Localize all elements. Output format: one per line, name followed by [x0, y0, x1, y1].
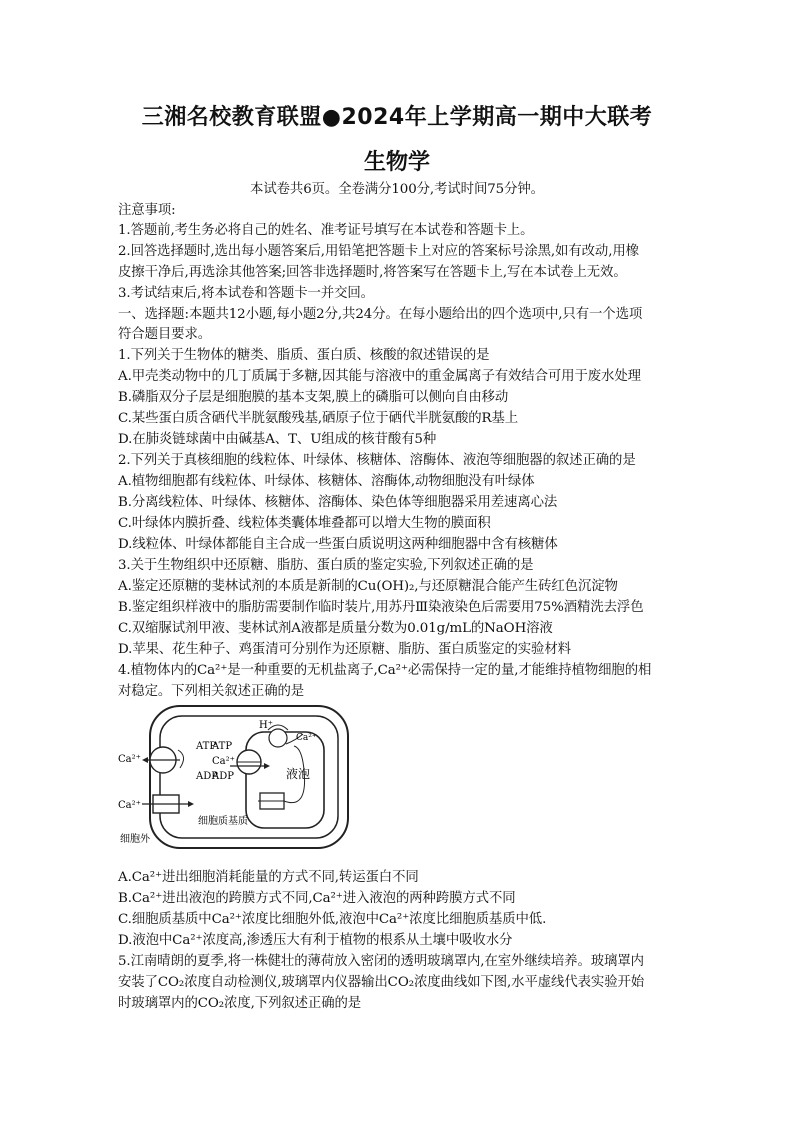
q4-stem-cont: 对稳定。下列相关叙述正确的是 — [118, 684, 305, 699]
note-item: 3.考试结束后,将本试卷和答题卡一并交回。 — [118, 286, 374, 301]
label-outside: 细胞外 — [120, 834, 150, 845]
label-vacuole: 液泡 — [286, 767, 311, 781]
label-atp-inner: ATP — [212, 741, 233, 752]
q4-option-a: A.Ca²⁺进出细胞消耗能量的方式不同,转运蛋白不同 — [118, 870, 419, 885]
label-adp-left: ADP — [196, 771, 218, 782]
note-item: 2.回答选择题时,选出每小题答案后,用铅笔把答题卡上对应的答案标号涂黑,如有改动,用橡 — [118, 244, 639, 259]
arrowhead — [264, 763, 270, 769]
label-ca-inner: Ca²⁺ — [212, 756, 235, 767]
arrowhead — [188, 801, 194, 807]
q3-option-a: A.鉴定还原糖的斐林试剂的本质是新制的Cu(OH)₂,与还原糖混合能产生砖红色沉淀物 — [118, 579, 618, 594]
q1-option-a: A.甲壳类动物中的几丁质属于多糖,因其能与溶液中的重金属离子有效结合可用于废水处理 — [118, 369, 641, 384]
q3-stem: 3.关于生物组织中还原糖、脂肪、蛋白质的鉴定实验,下列叙述正确的是 — [118, 558, 534, 573]
section-intro: 一、选择题:本题共12小题,每小题2分,共24分。在每小题给出的四个选项中,只有一个选项 — [118, 307, 643, 322]
q2-stem: 2.下列关于真核细胞的线粒体、叶绿体、核糖体、溶酶体、液泡等细胞器的叙述正确的是 — [118, 453, 636, 468]
cell-wall — [150, 706, 348, 848]
atp-arrow — [178, 750, 184, 768]
q5-stem-cont: 安装了CO₂浓度自动检测仪,玻璃罩内仪器输出CO₂浓度曲线如下图,水平虚线代表实验开始 — [118, 975, 645, 990]
cell-diagram-svg — [118, 700, 418, 860]
cell-diagram — [118, 700, 418, 860]
q4-stem: 4.植物体内的Ca²⁺是一种重要的无机盐离子,Ca²⁺必需保持一定的量,才能维持植物细胞的相 — [118, 663, 652, 678]
label-atp-left: ATP — [196, 741, 217, 752]
q1-option-c: C.某些蛋白质含硒代半胱氨酸残基,硒原子位于硒代半胱氨酸的R基上 — [118, 411, 519, 426]
q1-option-b: B.磷脂双分子层是细胞膜的基本支架,膜上的磷脂可以侧向自由移动 — [118, 390, 509, 405]
note-item: 1.答题前,考生务必将自己的姓名、准考证号填写在本试卷和答题卡上。 — [118, 223, 534, 238]
q2-option-b: B.分离线粒体、叶绿体、核糖体、溶酶体、染色体等细胞器采用差速离心法 — [118, 495, 558, 510]
section-intro-cont: 符合题目要求。 — [118, 327, 212, 342]
q4-option-b: B.Ca²⁺进出液泡的跨膜方式不同,Ca²⁺进入液泡的两种跨膜方式不同 — [118, 891, 516, 906]
subject-title: 生物学 — [363, 150, 430, 175]
q5-stem-cont: 时玻璃罩内的CO₂浓度,下列叙述正确的是 — [118, 996, 362, 1011]
q5-stem: 5.江南晴朗的夏季,将一株健壮的薄荷放入密闭的透明玻璃罩内,在室外继续培养。玻璃罩内 — [118, 954, 644, 969]
h-ca-antiporter — [269, 729, 287, 747]
vacuole — [246, 732, 324, 828]
q3-option-c: C.双缩脲试剂甲液、斐林试剂A液都是质量分数为0.01g/mL的NaOH溶液 — [118, 621, 553, 636]
label-h: H⁺ — [259, 720, 273, 731]
notes-heading: 注意事项: — [118, 203, 176, 218]
label-ca-left-top: Ca²⁺ — [118, 754, 141, 765]
label-cytoplasm: 细胞质基质 — [198, 816, 248, 827]
label-ca-left-bottom: Ca²⁺ — [118, 800, 141, 811]
label-ca-vacuole: Ca²⁺ — [296, 733, 317, 743]
label-adp-inner: ADP — [212, 771, 234, 782]
note-item: 皮擦干净后,再选涂其他答案;回答非选择题时,将答案写在答题卡上,写在本试卷上无效。 — [118, 265, 627, 280]
exam-title: 三湘名校教育联盟●2024年上学期高一期中大联考 — [141, 105, 653, 130]
exam-info: 本试卷共6页。全卷满分100分,考试时间75分钟。 — [250, 182, 544, 197]
q3-option-b: B.鉴定组织样液中的脂肪需要制作临时装片,用苏丹Ⅲ染液染色后需要用75%酒精洗去浮色 — [118, 600, 644, 615]
q2-option-d: D.线粒体、叶绿体都能自主合成一些蛋白质说明这两种细胞器中含有核糖体 — [118, 537, 558, 552]
q1-option-d: D.在肺炎链球菌中由碱基A、T、U组成的核苷酸有5种 — [118, 432, 437, 447]
q2-option-a: A.植物细胞都有线粒体、叶绿体、核糖体、溶酶体,动物细胞没有叶绿体 — [118, 474, 535, 489]
q3-option-d: D.苹果、花生种子、鸡蛋清可分别作为还原糖、脂肪、蛋白质鉴定的实验材料 — [118, 642, 571, 657]
q4-option-c: C.细胞质基质中Ca²⁺浓度比细胞外低,液泡中Ca²⁺浓度比细胞质基质中低. — [118, 912, 547, 927]
arrowhead — [142, 757, 148, 763]
q1-stem: 1.下列关于生物体的糖类、脂质、蛋白质、核酸的叙述错误的是 — [118, 348, 490, 363]
q2-option-c: C.叶绿体内膜折叠、线粒体类囊体堆叠都可以增大生物的膜面积 — [118, 516, 491, 531]
q4-option-d: D.液泡中Ca²⁺浓度高,渗透压大有利于植物的根系从土壤中吸收水分 — [118, 933, 513, 948]
